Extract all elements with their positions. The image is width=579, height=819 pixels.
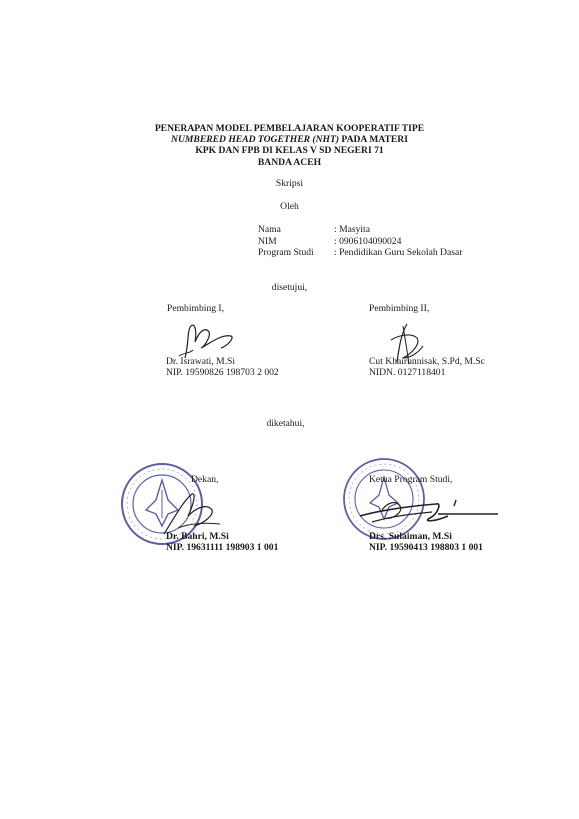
identity-label: NIM xyxy=(258,235,277,247)
identity-row-nim xyxy=(258,236,462,248)
thesis-title xyxy=(0,123,579,168)
program-head-signature xyxy=(352,492,502,534)
identity-row-name xyxy=(258,224,462,236)
dean-name: Dr. Bahri, M.Si xyxy=(166,531,229,542)
advisor1-name: Dr. Israwati, M.Si xyxy=(166,356,236,367)
program-head-role: Ketua Program Studi, xyxy=(369,474,453,485)
advisor2-name: Cut Khairunnisak, S.Pd, M.Sc xyxy=(369,356,485,367)
advisor1-id: NIP. 19590826 198703 2 002 xyxy=(166,367,279,378)
title-line-4: BANDA ACEH xyxy=(257,156,322,168)
title-line-2-rest: PADA MATERI xyxy=(339,134,408,146)
program-head-id: NIP. 19590413 198803 1 001 xyxy=(369,542,483,553)
approved-label: disetujui, xyxy=(271,282,308,293)
identity-value: : Masyita xyxy=(334,224,370,235)
title-line-2 xyxy=(0,134,579,145)
advisor2-role: Pembimbing II, xyxy=(369,303,430,314)
title-line-3: KPK DAN FPB DI KELAS V SD NEGERI 71 xyxy=(195,145,384,157)
identity-value: : Pendidikan Guru Sekolah Dasar xyxy=(334,247,463,259)
identity-label: Program Studi xyxy=(258,247,314,259)
dean-id: NIP. 19631111 198903 1 001 xyxy=(166,542,279,553)
advisor1-role: Pembimbing I, xyxy=(167,303,225,314)
identity-value: : 0906104090024 xyxy=(334,235,402,247)
by-label: Oleh xyxy=(280,201,299,212)
advisor2-id: NIDN. 0127118401 xyxy=(369,367,446,378)
identity-row-program xyxy=(258,247,462,259)
title-line-1: PENERAPAN MODEL PEMBELAJARAN KOOPERATIF TIPE xyxy=(154,123,425,134)
identity-label: Nama xyxy=(258,224,281,235)
dean-role: Dekan, xyxy=(191,474,219,485)
identity-table xyxy=(258,224,462,259)
title-line-2-italic: NUMBERED HEAD TOGETHER (NHT) xyxy=(171,134,340,146)
known-label: diketahui, xyxy=(266,418,305,429)
doc-type: Skripsi xyxy=(275,178,304,189)
program-head-name: Drs. Sulaiman, M.Si xyxy=(369,531,452,542)
